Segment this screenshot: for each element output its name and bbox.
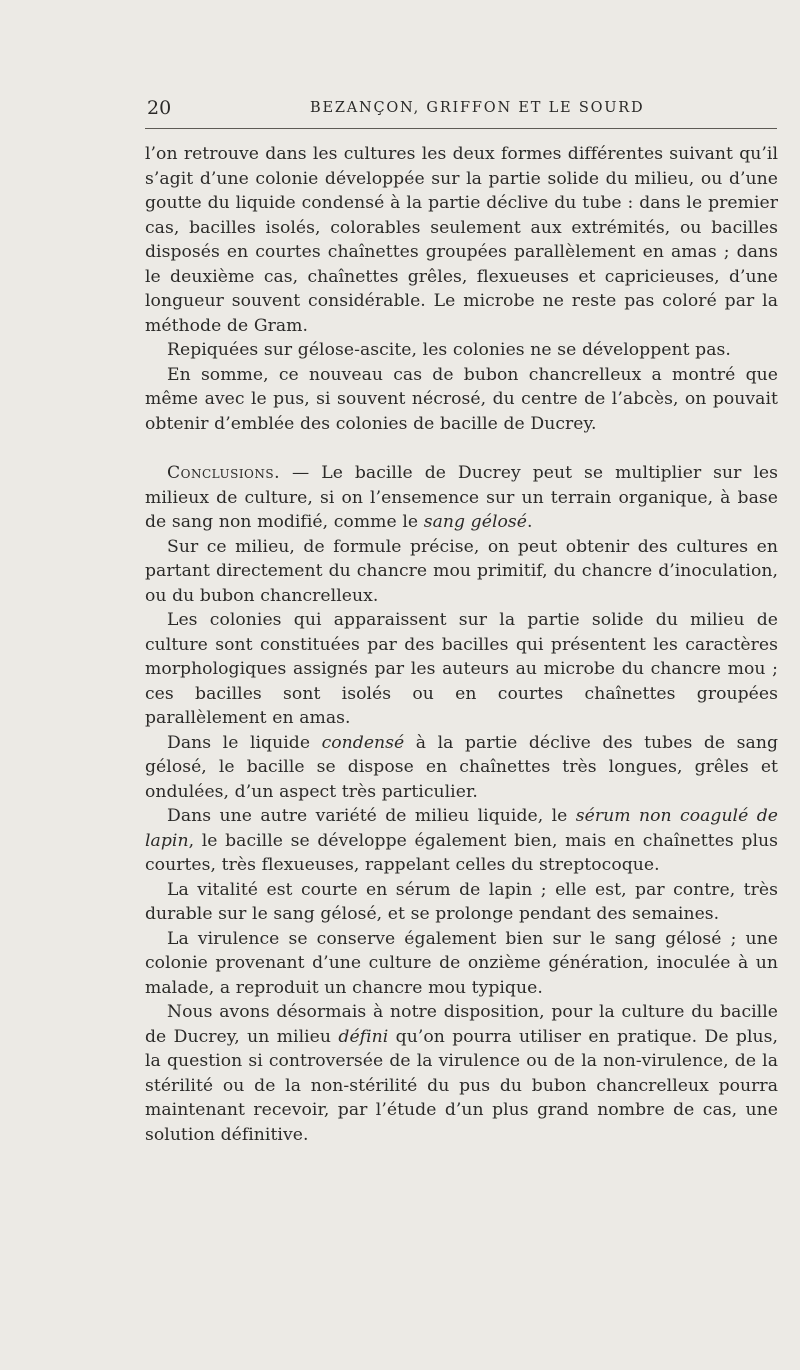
page-header bbox=[145, 94, 777, 122]
conclusions-dash: — bbox=[280, 463, 322, 483]
colonies-paragraph: Les colonies qui apparaissent sur la partie solide du milieu de culture sont constituées par des bacilles qui présentent les caractères morphologiques assignés par les auteurs au microbe du chancre mou ; ces bacilles sont isolés ou en courtes chaînettes groupées parallèlement en amas. bbox=[145, 610, 778, 728]
serum-text-end: , le bacille se développe également bien, mais en chaînettes plus courtes, très flexueuses, rappelant celles du streptocoque. bbox=[145, 830, 778, 875]
virulence-paragraph: La virulence se conserve également bien sur le sang gélosé ; une colonie provenant d’une culture de onzième génération, inoculée à un malade, a reproduit un chancre mou typique. bbox=[145, 928, 778, 998]
liquid-text-start: Dans le liquide bbox=[167, 732, 322, 753]
medium-paragraph: Sur ce milieu, de formule précise, on peut obtenir des cultures en partant directement du chancre mou primitif, du chancre d’inoculation, ou du bubon chancrelleux. bbox=[145, 536, 778, 606]
page-number: 20 bbox=[147, 97, 172, 119]
final-paragraph bbox=[145, 1000, 778, 1147]
serum-text-start: Dans une autre variété de milieu liquide, le bbox=[167, 806, 576, 826]
continued-paragraph: l’on retrouve dans les cultures les deux formes différentes suivant qu’il s’agit d’une colonie développée sur la partie solide du milieu, ou d’une goutte du liquide condensé à la partie déclive du tube : dans le premier cas, bacilles isolés, colorables seulement aux extrémités, ou bacilles disposés en courtes chaînettes groupées parallèlement en amas ; dans le deuxième cas, chaînettes grêles, flexueuses et capricieuses, d’une longueur souvent considérable. Le microbe ne reste pas coloré par la méthode de Gram. bbox=[145, 144, 778, 336]
conclusions-text-end: . bbox=[527, 512, 533, 532]
liquid-emphasis: condensé bbox=[321, 732, 405, 753]
conclusions-emphasis: sang gélosé bbox=[423, 512, 527, 532]
liquid-condensed-paragraph bbox=[145, 731, 778, 805]
serum-emphasis: sérum non coagulé de lapin bbox=[145, 806, 778, 851]
header-rule bbox=[145, 128, 777, 129]
article-text bbox=[145, 142, 778, 1147]
vitality-paragraph: La vitalité est courte en sérum de lapin ; elle est, par contre, très durable sur le sang gélosé, et se prolonge pendant des semaines. bbox=[145, 879, 778, 924]
running-head: BEZANÇON, GRIFFON ET LE SOURD bbox=[310, 100, 645, 116]
final-emphasis: défini bbox=[338, 1026, 389, 1047]
serum-paragraph bbox=[145, 804, 778, 878]
liquid-text-end: à la partie déclive des tubes de sang gélosé, le bacille se dispose en chaînettes très longues, grêles et ondulées, d’un aspect très particulier. bbox=[145, 732, 778, 802]
conclusions-paragraph bbox=[145, 461, 778, 535]
repiquage-paragraph: Repiquées sur gélose-ascite, les colonies ne se développent pas. bbox=[167, 340, 731, 360]
section-gap bbox=[145, 436, 778, 461]
conclusions-text-start: Le bacille de Ducrey peut se multiplier sur les milieux de culture, si on l’ensemence sur un terrain organique, à base de sang non modifié, comme le bbox=[145, 463, 779, 532]
final-text-start: Nous avons désormais à notre disposition, pour la culture du bacille de Ducrey, un milieu bbox=[145, 1002, 778, 1047]
final-text-end: qu’on pourra utiliser en pratique. De plus, la question si controversée de la virulence ou de la non-virulence, de la stérilité ou de la non-stérilité du pus du bubon chancrelleux pourra maintenant recevoir, par l’étude d’un plus grand nombre de cas, une solution définitive. bbox=[145, 1026, 778, 1145]
summary-paragraph: En somme, ce nouveau cas de bubon chancrelleux a montré que même avec le pus, si souvent nécrosé, du centre de l’abcès, on pouvait obtenir d’emblée des colonies de bacille de Ducrey. bbox=[145, 364, 778, 434]
conclusions-heading: Conclusions. bbox=[167, 463, 281, 483]
